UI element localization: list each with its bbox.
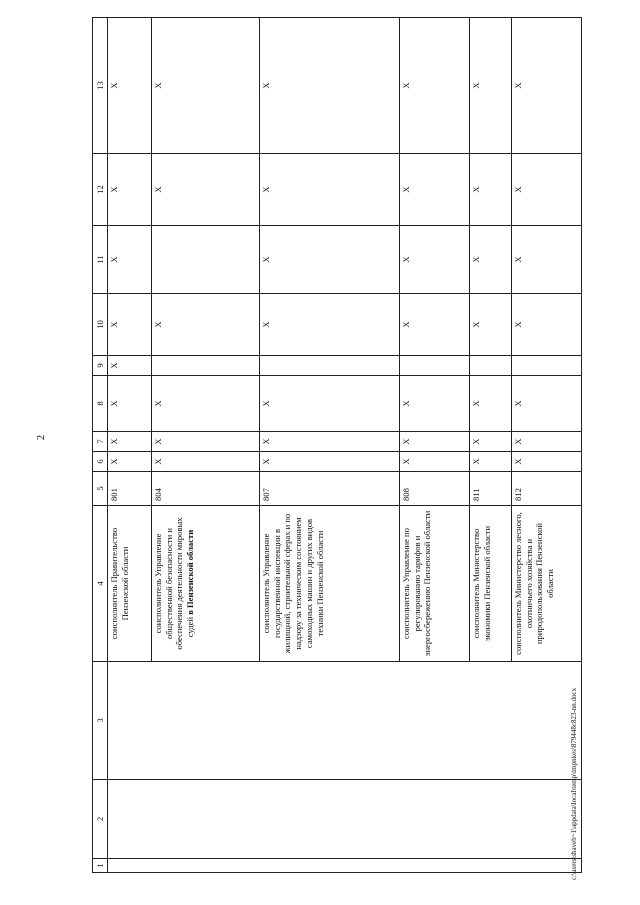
code-cell: 804 (152, 472, 260, 506)
col-header: 9 (93, 356, 108, 376)
col-header: 11 (93, 226, 108, 294)
col-header: 8 (93, 376, 108, 432)
rotated-table-container (92, 18, 578, 873)
mark-cell: X (152, 452, 260, 472)
mark-cell: X (512, 154, 582, 226)
org-text-bold: в Пензенской области (185, 529, 196, 615)
mark-cell (152, 226, 260, 294)
mark-cell (260, 356, 400, 376)
mark-cell: X (512, 294, 582, 356)
data-table (92, 17, 582, 873)
mark-cell: X (152, 294, 260, 356)
mark-cell: X (400, 226, 470, 294)
col-header: 4 (93, 506, 108, 662)
col-header: 6 (93, 452, 108, 472)
code-cell: 808 (400, 472, 470, 506)
org-cell (470, 506, 512, 662)
mark-cell: X (470, 154, 512, 226)
mark-cell: X (470, 18, 512, 154)
mark-cell: X (152, 432, 260, 452)
mark-cell: X (108, 226, 152, 294)
code-cell: 812 (512, 472, 582, 506)
mark-cell: X (260, 226, 400, 294)
col-header: 13 (93, 18, 108, 154)
mark-cell: X (108, 294, 152, 356)
table-row (108, 18, 152, 873)
mark-cell: X (470, 294, 512, 356)
mark-cell: X (108, 154, 152, 226)
mark-cell: X (260, 432, 400, 452)
org-text: соисполнитель Управление по регулированию тарифов и энергосбережению Пензенской области (401, 510, 433, 657)
mark-cell: X (512, 432, 582, 452)
mark-cell (512, 356, 582, 376)
mark-cell: X (152, 18, 260, 154)
mark-cell: X (152, 154, 260, 226)
mark-cell: X (108, 356, 152, 376)
code-cell: 811 (470, 472, 512, 506)
mark-cell: X (152, 376, 260, 432)
mark-cell: X (512, 376, 582, 432)
page-number: 2 (36, 435, 47, 440)
col-header: 7 (93, 432, 108, 452)
col-header: 12 (93, 154, 108, 226)
org-cell (152, 506, 260, 662)
footer-file-path: c:\users\shaveb~1\appdata\local\temp\tmpnkes\879448c823-nn.docx (570, 687, 578, 880)
mark-cell: X (400, 376, 470, 432)
mark-cell: X (400, 294, 470, 356)
mark-cell (470, 356, 512, 376)
header-row (93, 18, 108, 873)
org-text: соисполнитель Управление государственной инспекции в жилищной, строительной сферах и по надзору за техническим состоянием самоходных машин и других видов техники Пензенской области (261, 513, 325, 654)
mark-cell: X (512, 226, 582, 294)
org-text: соисполнитель Правительство Пензенской области (109, 527, 130, 640)
code-cell: 801 (108, 472, 152, 506)
mark-cell: X (470, 452, 512, 472)
org-cell (400, 506, 470, 662)
mark-cell (400, 356, 470, 376)
mark-cell: X (108, 432, 152, 452)
mark-cell: X (108, 376, 152, 432)
cell (108, 859, 582, 873)
mark-cell: X (400, 452, 470, 472)
mark-cell: X (108, 18, 152, 154)
org-cell (260, 506, 400, 662)
mark-cell: X (108, 452, 152, 472)
mark-cell: X (260, 18, 400, 154)
mark-cell: X (260, 452, 400, 472)
mark-cell: X (260, 154, 400, 226)
org-text: соисполнитель Министерство экономики Пензенской области (471, 525, 492, 642)
org-text: соисполнитель Управление общественной безопасности и обеспечения деятельности мировых судей (153, 517, 196, 650)
mark-cell: X (470, 226, 512, 294)
mark-cell: X (512, 18, 582, 154)
mark-cell: X (260, 294, 400, 356)
cell (108, 780, 582, 859)
org-text: соисполнитель Министерство лесного, охотничьего хозяйства и природопользования Пензенской области (513, 512, 556, 655)
org-cell (108, 506, 152, 662)
mark-cell: X (400, 154, 470, 226)
cell (108, 662, 582, 780)
col-header: 1 (93, 859, 108, 873)
mark-cell: X (400, 18, 470, 154)
mark-cell: X (512, 452, 582, 472)
mark-cell: X (260, 376, 400, 432)
col-header: 3 (93, 662, 108, 780)
col-header: 2 (93, 780, 108, 859)
mark-cell: X (470, 432, 512, 452)
org-cell (512, 506, 582, 662)
col-header: 5 (93, 472, 108, 506)
col-header: 10 (93, 294, 108, 356)
mark-cell (152, 356, 260, 376)
mark-cell: X (400, 432, 470, 452)
mark-cell: X (470, 376, 512, 432)
code-cell: 807 (260, 472, 400, 506)
